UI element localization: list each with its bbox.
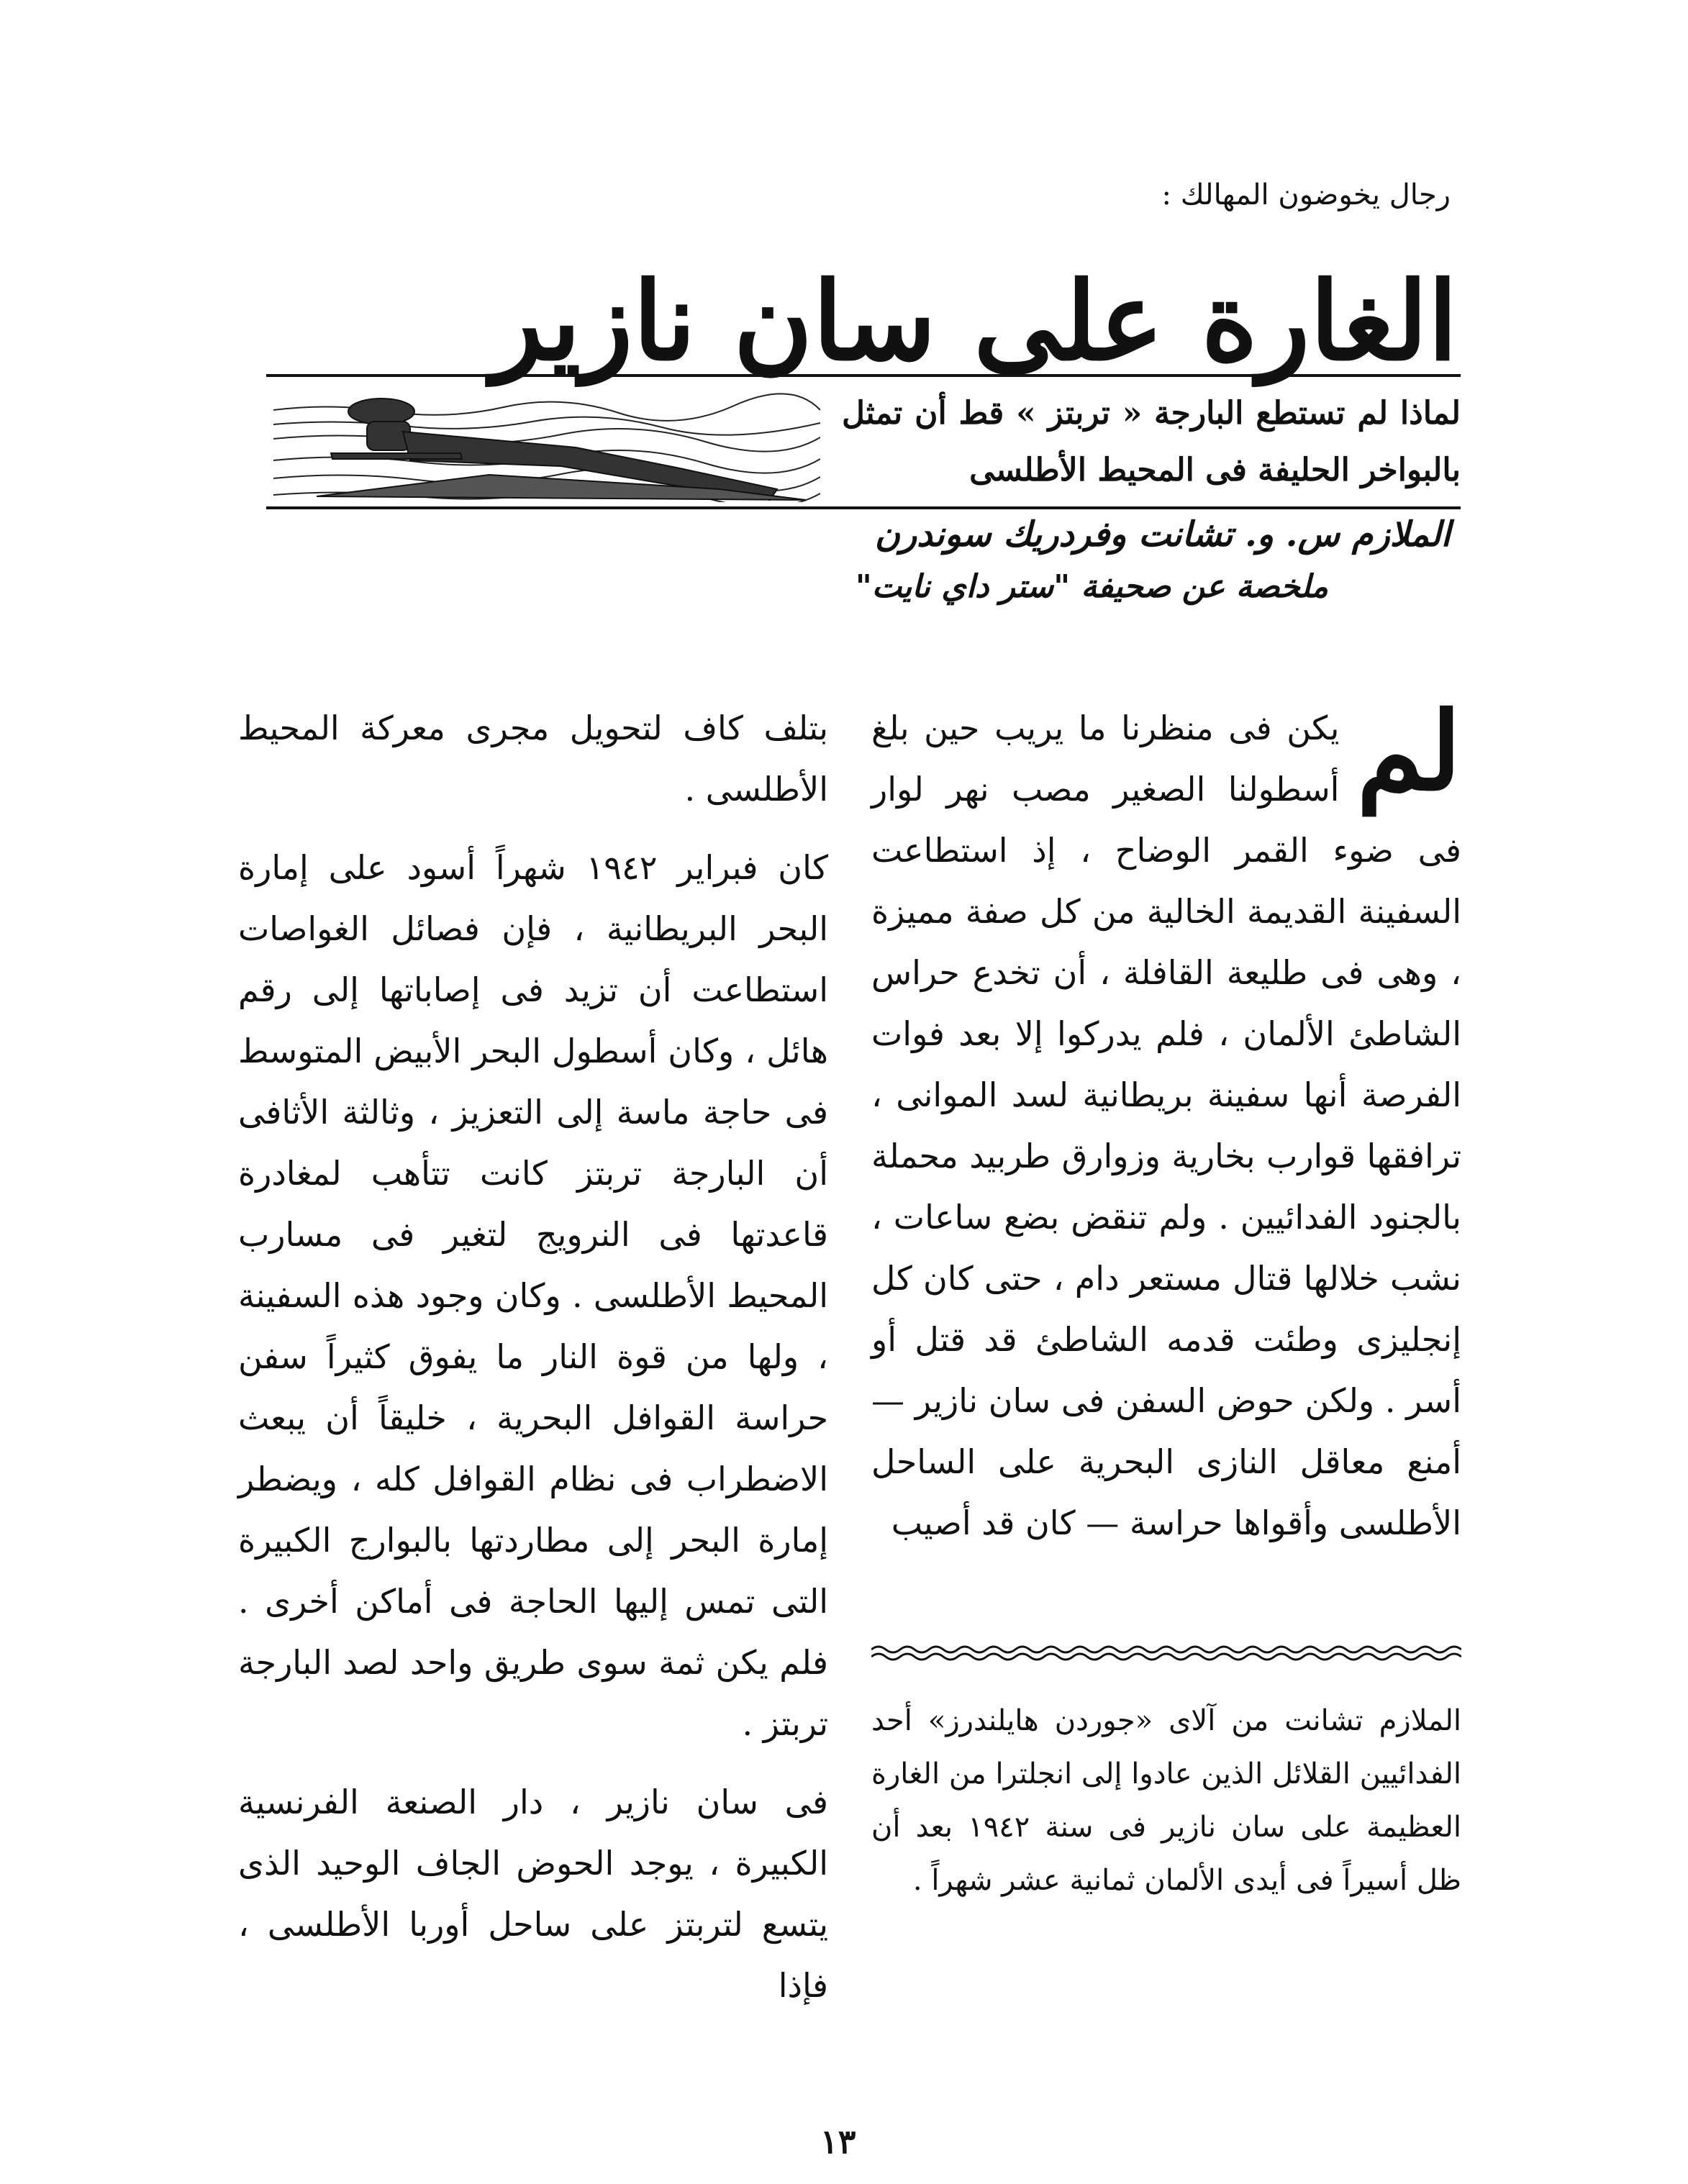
paragraph: كان فبراير ١٩٤٢ شهراً أسود على إمارة البحر البريطانية ، فإن فصائل الغواصات استطاعت أن تزيد فى إصاباتها إلى رقم هائل ، وكان أسطول البحر الأبيض المتوسط فى حاجة ماسة إلى التعزيز ، وثالثة الأثافى أن البارجة تربتز كانت تتأهب لمغادرة قاعدتها فى النرويج لتغير فى مسارب المحيط الأطلسى . وكان وجود هذه السفينة ، ولها من قوة النار ما يفوق كثيراً سفن حراسة القوافل البحرية ، خليقاً أن يبعث الاضطراب فى نظام القوافل كله ، ويضطر إمارة البحر إلى مطاردتها بالبوارج الكبيرة التى تمس إليها الحاجة فى أماكن أخرى . فلم يكن ثمة سوى طريق واحد لصد البارجة تربتز .	[238, 848, 829, 1743]
page-title: الغارة على سان نازير	[491, 258, 1458, 385]
wavy-divider	[871, 1644, 1461, 1661]
article-column-right	[871, 688, 1461, 1571]
soldier-illustration-icon	[273, 381, 820, 502]
series-label: رجال يخوضون المهالك :	[1161, 178, 1451, 211]
footnote: الملازم تشانت من آلاى «جوردن هايلندرز» أحد الفدائيين القلائل الذين عادوا إلى انجلترا من الغارة العظيمة على سان نازير فى سنة ١٩٤٢ بعد أن ظل أسيراً فى أيدى الألمان ثمانية عشر شهراً .	[871, 1704, 1462, 1897]
paragraph: فى سان نازير ، دار الصنعة الفرنسية الكبيرة ، يوجد الحوض الجاف الوحيد الذى يتسع لتربتز على ساحل أوربا الأطلسى ، فإذا	[238, 1783, 828, 2005]
dropcap: لم	[1356, 688, 1461, 815]
paragraph: يكن فى منظرنا ما يريب حين بلغ أسطولنا الصغير مصب نهر لوار فى ضوء القمر الوضاح ، إذ استطاعت السفينة القديمة الخالية من كل صفة مميزة ، وهى فى طليعة القافلة ، أن تخدع حراس الشاطئ الألمان ، فلم يدركوا إلا بعد فوات الفرصة أنها سفينة بريطانية لسد الموانى ، ترافقها قوارب بخارية وزوارق طربيد محملة بالجنود الفدائيين . ولم تنقض بضع ساعات ، نشب خلالها قتال مستعر دام ، حتى كان كل إنجليزى وطئت قدمه الشاطئ قد قتل أو أسر . ولكن حوض السفن فى سان نازير — أمنع معاقل النازى البحرية على الساحل الأطلسى وأقواها حراسة — كان قد أصيب	[871, 709, 1461, 1542]
source-credit: ملخصة عن صحيفة "ستر داي نايت"	[855, 568, 1328, 605]
page-number: ١٣	[820, 2122, 856, 2161]
subtitle: لماذا لم تستطع البارجة « تربتز » قط أن تمثل بالبواخر الحليفة فى المحيط الأطلسى	[842, 394, 1461, 488]
article-column-left	[238, 698, 828, 2034]
paragraph: بتلف كاف لتحويل مجرى معركة المحيط الأطلسى .	[238, 709, 828, 809]
title-banner	[266, 374, 1461, 509]
byline: الملازم س. و. تشانت وفردريك سوندرن	[874, 514, 1451, 555]
